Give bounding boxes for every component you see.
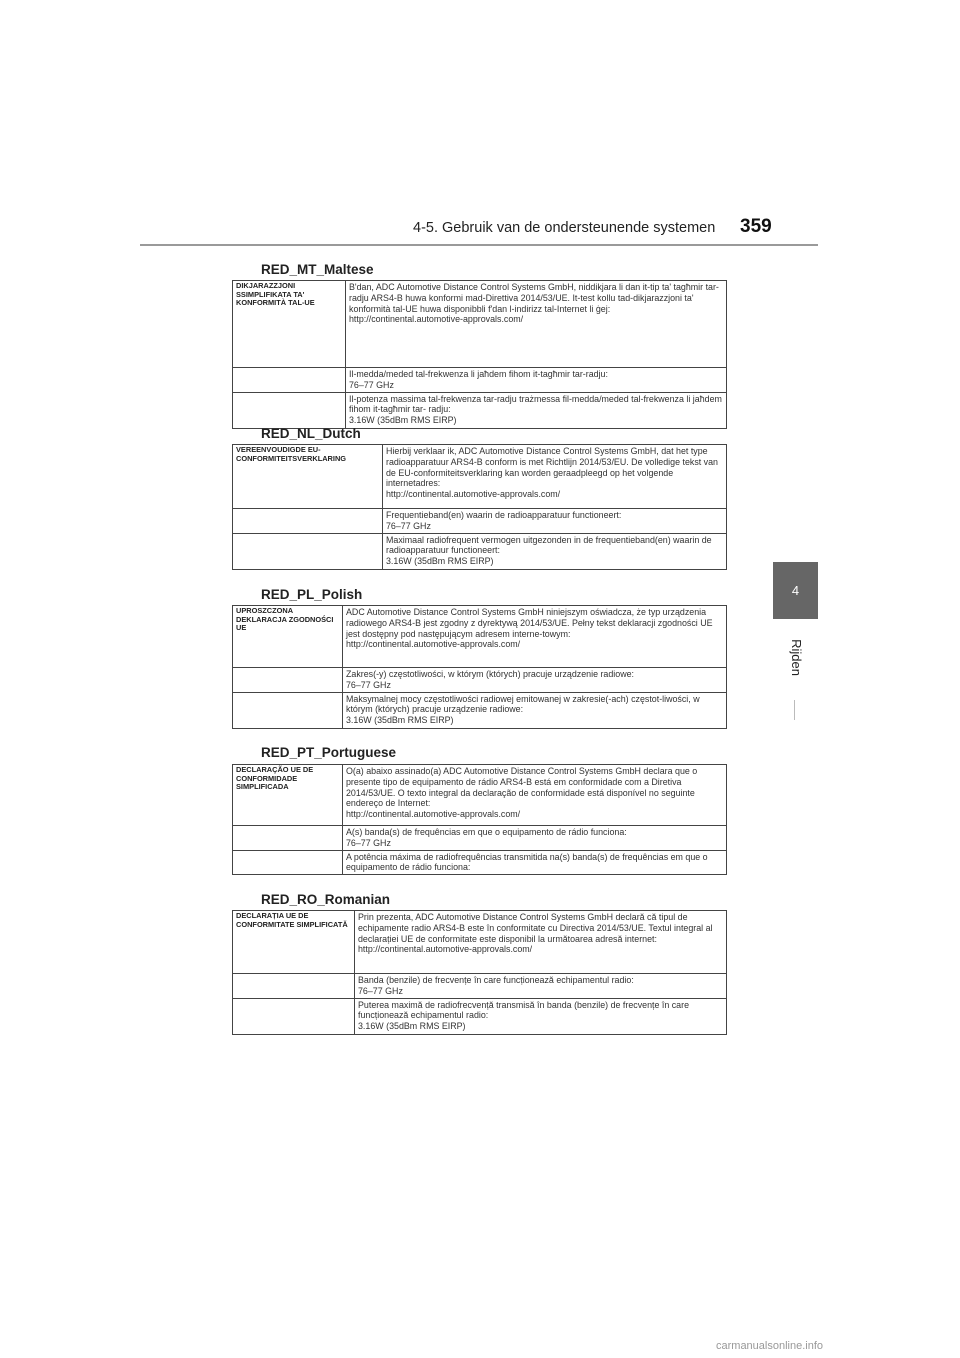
- table-row: [233, 692, 727, 728]
- declaration-table-maltese: [232, 280, 727, 429]
- running-header-title: 4-5. Gebruik van de ondersteunende systemen: [413, 220, 716, 236]
- empty-cell: [233, 850, 343, 875]
- frequency-text: Frequentieband(en) waarin de radioapparatuur functioneert: 76–77 GHz: [383, 509, 727, 534]
- empty-cell: [233, 826, 343, 851]
- declaration-table-polish: [232, 605, 727, 729]
- declaration-table-portuguese: [232, 764, 727, 875]
- empty-cell: [233, 533, 383, 569]
- declaration-label: UPROSZCZONA DEKLARACJA ZGODNOŚCI UE: [233, 606, 343, 668]
- empty-cell: [233, 368, 346, 393]
- power-text: Il-potenza massima tal-frekwenza tar-radju trażmessa fil-medda/meded tal-frekwenza li jaħdem fihom it-tagħmir tar- radju: 3.16W (35dBm RMS EIRP): [346, 392, 727, 428]
- table-row: [233, 974, 727, 999]
- declaration-table-dutch: [232, 444, 727, 570]
- section-title-polish: RED_PL_Polish: [261, 587, 363, 602]
- page-number: 359: [740, 216, 772, 237]
- section-title-dutch: RED_NL_Dutch: [261, 426, 361, 441]
- section-title-portuguese: RED_PT_Portuguese: [261, 745, 397, 760]
- chapter-tab: [773, 562, 818, 619]
- power-text: Maximaal radiofrequent vermogen uitgezonden in de frequentieband(en) waarin de radioapparatuur functioneert: 3.16W (35dBm RMS EIRP): [383, 533, 727, 569]
- empty-cell: [233, 668, 343, 693]
- declaration-text: B'dan, ADC Automotive Distance Control Systems GmbH, niddikjara li dan it-tip ta' tagħmir tar-radju ARS4-B huwa konformi mad-Direttiva 2014/53/UE. It-test kollu tad-dikjarazzjoni ta' konformità tal-UE huwa disponibbli f'dan l-indirizz tal-Internet li ġej: http://continental.automotive-approvals.com/: [346, 281, 727, 368]
- chapter-number: 4: [791, 583, 800, 598]
- chapter-label-text: Rijden: [788, 638, 804, 676]
- table-row: [233, 668, 727, 693]
- declaration-label: DIKJARAZZJONI SSIMPLIFIKATA TA' KONFORMITÀ TAL-UE: [233, 281, 346, 368]
- declaration-table-romanian: [232, 910, 727, 1035]
- empty-cell: [233, 392, 346, 428]
- table-row: [233, 911, 727, 974]
- table-row: [233, 533, 727, 569]
- table-row: [233, 509, 727, 534]
- declaration-label: DECLARAȚIA UE DE CONFORMITATE SIMPLIFICATĂ: [233, 911, 355, 974]
- section-title-romanian: RED_RO_Romanian: [261, 892, 391, 907]
- declaration-text: Hierbij verklaar ik, ADC Automotive Distance Control Systems GmbH, dat het type radioapparatuur ARS4-B conform is met Richtlijn 2014/53/EU. De volledige tekst van de EU-conformiteitsverklaring kan worden geraadpleegd op het volgende internetadres: http://continental.automotive-approvals.com/: [383, 445, 727, 509]
- declaration-text: ADC Automotive Distance Control Systems GmbH niniejszym oświadcza, że typ urządzenia radiowego ARS4-B jest zgodny z dyrektywą 2014/53/UE. Pełny tekst deklaracji zgodności UE jest dostępny pod następującym adresem interne-towym: http://continental.automotive-approvals.com/: [343, 606, 727, 668]
- frequency-text: Banda (benzile) de frecvențe în care funcționează echipamentul radio: 76–77 GHz: [355, 974, 727, 999]
- table-row: [233, 392, 727, 428]
- empty-cell: [233, 509, 383, 534]
- table-row: [233, 368, 727, 393]
- declaration-text: O(a) abaixo assinado(a) ADC Automotive Distance Control Systems GmbH declara que o presente tipo de equipamento de rádio ARS4-B está em conformidade com a Diretiva 2014/53/UE. O texto integral da declaração de conformidade está disponível no seguinte endereço de Internet: http://continental.automotive-approvals.com/: [343, 765, 727, 826]
- empty-cell: [233, 998, 355, 1034]
- table-row: [233, 445, 727, 509]
- frequency-text: A(s) banda(s) de frequências em que o equipamento de rádio funciona: 76–77 GHz: [343, 826, 727, 851]
- header-divider: [140, 244, 818, 246]
- empty-cell: [233, 692, 343, 728]
- empty-cell: [233, 974, 355, 999]
- frequency-text: Zakres(-y) częstotliwości, w którym (których) pracuje urządzenie radiowe: 76–77 GHz: [343, 668, 727, 693]
- side-divider: [794, 700, 795, 720]
- section-title-maltese: RED_MT_Maltese: [261, 262, 374, 277]
- chapter-label: [776, 627, 816, 687]
- watermark: carmanualsonline.info: [716, 1340, 824, 1352]
- declaration-text: Prin prezenta, ADC Automotive Distance Control Systems GmbH declară că tipul de echipamente radio ARS4-B este în conformitate cu Directiva 2014/53/UE. Textul integral al declarației UE de conformitate este disponibil la următoarea adresă internet: http://continental.automotive-approvals.com/: [355, 911, 727, 974]
- table-row: [233, 826, 727, 851]
- table-row: [233, 281, 727, 368]
- table-row: [233, 998, 727, 1034]
- table-row: [233, 850, 727, 875]
- power-text: Puterea maximă de radiofrecvență transmisă în banda (benzile) de frecvențe în care funcționează echipamentul radio: 3.16W (35dBm RMS EIRP): [355, 998, 727, 1034]
- frequency-text: Il-medda/meded tal-frekwenza li jaħdem fihom it-tagħmir tar-radju: 76–77 GHz: [346, 368, 727, 393]
- table-row: [233, 765, 727, 826]
- declaration-label: VEREENVOUDIGDE EU-CONFORMITEITSVERKLARING: [233, 445, 383, 509]
- power-text: Maksymalnej mocy częstotliwości radiowej emitowanej w zakresie(-ach) częstot-liwości, w którym (których) pracuje urządzenie radiowe: 3.16W (35dBm RMS EIRP): [343, 692, 727, 728]
- table-row: [233, 606, 727, 668]
- declaration-label: DECLARAÇÃO UE DE CONFORMIDADE SIMPLIFICADA: [233, 765, 343, 826]
- power-text: A potência máxima de radiofrequências transmitida na(s) banda(s) de frequências em que o equipamento de rádio funciona:: [343, 850, 727, 875]
